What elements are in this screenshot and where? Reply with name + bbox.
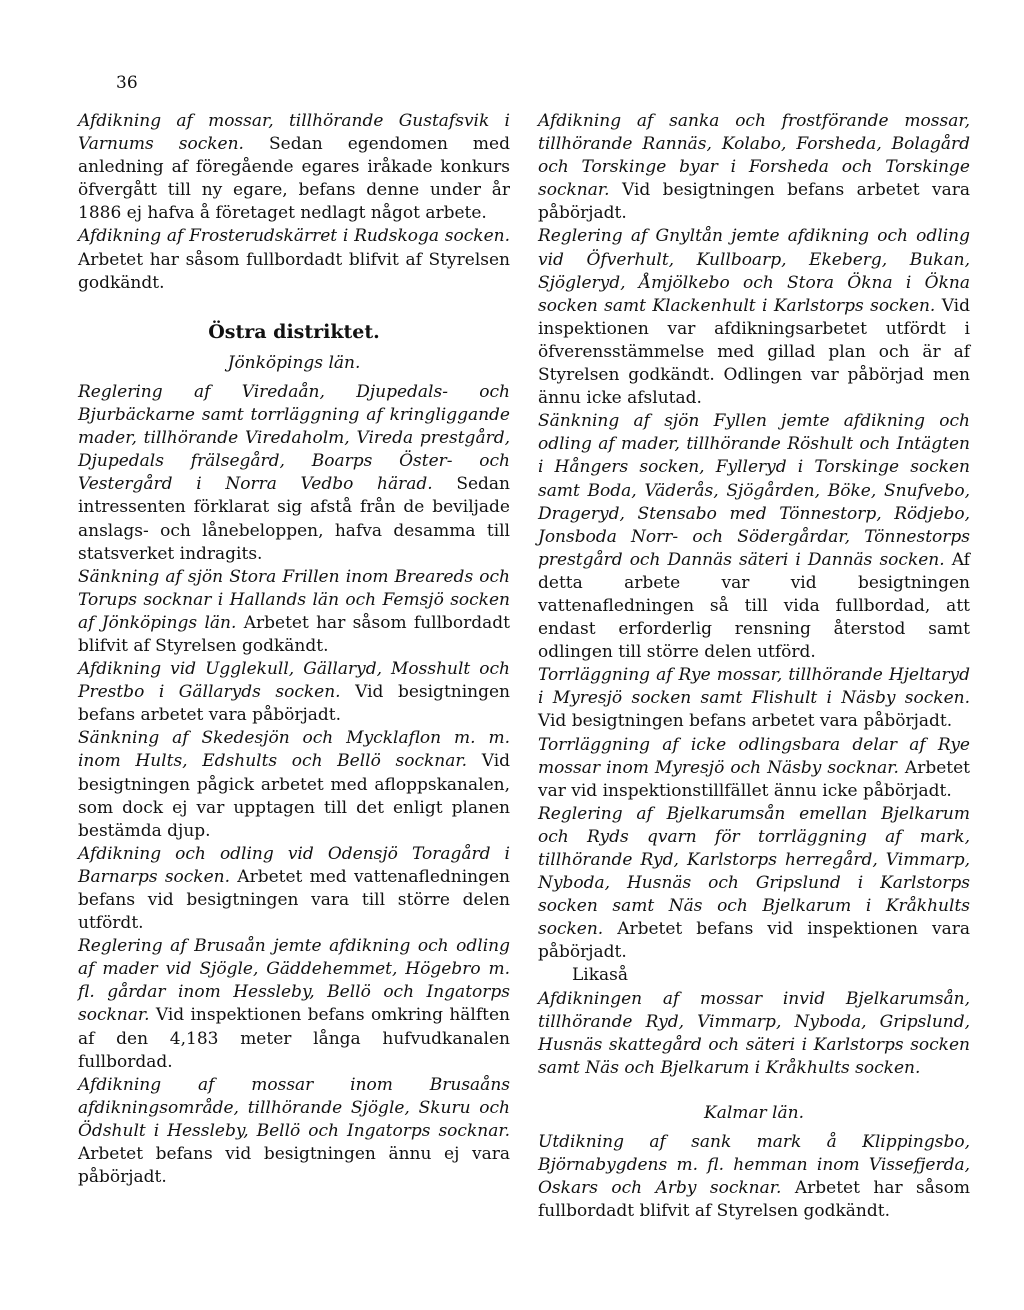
entry: Torrläggning af icke odlingsbara delar af Rye mossar inom Myresjö och Näsby socknar. Arbetet var vid inspektionstillfället ännu icke påbörjadt. bbox=[538, 734, 970, 801]
entry: Utdikning af sank mark å Klippingsbo, Björnabygdens m. fl. hemman inom Vissefjerda, Oskars och Arby socknar. Arbetet har såsom fullbordadt blifvit af Styrelsen godkändt. bbox=[538, 1132, 970, 1222]
entry: Sänkning af sjön Fyllen jemte afdikning och odling af mader, tillhörande Röshult och Intägten i Hångers socken, Fylleryd i Torskinge socken samt Boda, Väderås, Sjögården, Böke, Snufvebo, Drageryd, Stensabo med Tönnestorp, Rödjebo, Jonsboda Norr- och Södergårdar, Tönnestorps prestgård och Dannäs säteri i Dannäs socken. Af detta arbete var vid besigtningen vattenafledningen så till vida fullbordad, att endast erforderlig rensning återstod samt odlingen till större delen utförd. bbox=[538, 411, 970, 663]
page-number: 36 bbox=[116, 73, 138, 93]
entry: Afdikning af sanka och frostförande mossar, tillhörande Rannäs, Kolabo, Forsheda, Bolagård och Torskinge byar i Forsheda och Torskinge socknar. Vid besigtningen befans arbetet vara påbörjadt. bbox=[538, 111, 970, 224]
entry: Sänkning af Skedesjön och Mycklaflon m. m. inom Hults, Edshults och Bellö socknar. Vid besigtningen pågick arbetet med afloppskanalen, som dock ej var upptagen till det enligt planen bestämda djup. bbox=[78, 728, 511, 841]
likaså-text: Likaså bbox=[572, 965, 629, 986]
entry: Reglering af Gnyltån jemte afdikning och odling vid Öfverhult, Kullboarp, Ekeberg, Bukan, Sjögleryd, Åmjölkebo och Stora Ökna i Ökna socken samt Klackenhult i Karlstorps socken. Vid inspektionen var afdikningsarbetet utfördt i öfverensstämmelse med gillad plan och är af Styrelsen godkändt. Odlingen var påbörjad men ännu icke afslutad. bbox=[538, 226, 971, 409]
entry: Afdikning och odling vid Odensjö Toragård i Barnarps socken. Arbetet med vattenafledningen befans vid besigtningen vara till större delen utfördt. bbox=[78, 843, 510, 934]
county-heading: Kalmar län. bbox=[704, 1102, 804, 1123]
entry: Afdikningen af mossar invid Bjelkarumsån, tillhörande Ryd, Vimmarp, Nyboda, Gripslund, Husnäs skattegård och säteri i Karlstorps socken samt Näs och Bjelkarum i Kråkhults socken. bbox=[538, 988, 970, 1078]
entry: Reglering af Brusaån jemte afdikning och odling af mader vid Sjögle, Gäddehemmet, Högebro m. fl. gårdar inom Hessleby, Bellö och Ingatorps socknar. Vid inspektionen befans omkring hälften af den 4,183 meter långa hufvudkanalen fullbordad. bbox=[78, 936, 510, 1072]
entry: Reglering af Bjelkarumsån emellan Bjelkarum och Ryds qvarn för torrläggning af mark, tillhörande Ryd, Karlstorps herregård, Vimmarp, Nyboda, Husnäs och Gripslund i Karlstorps socken samt Näs och Bjelkarum i Kråkhults socken. Arbetet befans vid inspektionen vara påbörjadt. bbox=[538, 803, 970, 963]
entry: Afdikning af Frosterudskärret i Rudskoga socken. Arbetet har såsom fullbordadt blifvit af Styrelsen godkändt. bbox=[78, 226, 510, 293]
entry: Afdikning af mossar, tillhörande Gustafsvik i Varnums socken. Sedan egendomen med anledning af föregående egares iråkade konkurs öfvergått till ny egare, befans denne under år 1886 ej hafva å företaget nedlagt något arbete. bbox=[78, 111, 510, 224]
entry: Afdikning vid Ugglekull, Gällaryd, Mosshult och Prestbo i Gällaryds socken. Vid besigtningen befans arbetet vara påbörjadt. bbox=[78, 659, 510, 726]
county-heading: Jönköpings län. bbox=[227, 352, 361, 373]
entry: Torrläggning af Rye mossar, tillhörande Hjeltaryd i Myresjö socken samt Flishult i Näsby socken. Vid besigtningen befans arbetet vara påbörjadt. bbox=[538, 665, 970, 732]
district-heading: Östra distriktet. bbox=[208, 320, 380, 343]
entry: Sänkning af sjön Stora Frillen inom Breareds och Torups socknar i Hallands län och Femsjö socken af Jönköpings län. Arbetet har såsom fullbordadt blifvit af Styrelsen godkändt. bbox=[78, 566, 510, 656]
right-column bbox=[538, 110, 970, 1223]
entry: Reglering af Viredaån, Djupedals- och Bjurbäckarne samt torrläggning af kringliggande mader, tillhörande Viredaholm, Vireda prestgård, Djupedals frälsegård, Boarps Öster- och Vestergård i Norra Vedbo härad. Sedan intressenten förklarat sig afstå från de beviljade anslags- och lånebeloppen, hafva desamma till statsverket indragits. bbox=[78, 381, 510, 564]
entry: Afdikning af mossar inom Brusaåns afdikningsområde, tillhörande Sjögle, Skuru och Ödshult i Hessleby, Bellö och Ingatorps socknar. Arbetet befans vid besigtningen ännu ej vara påbörjadt. bbox=[78, 1074, 510, 1188]
left-column bbox=[78, 110, 510, 1189]
